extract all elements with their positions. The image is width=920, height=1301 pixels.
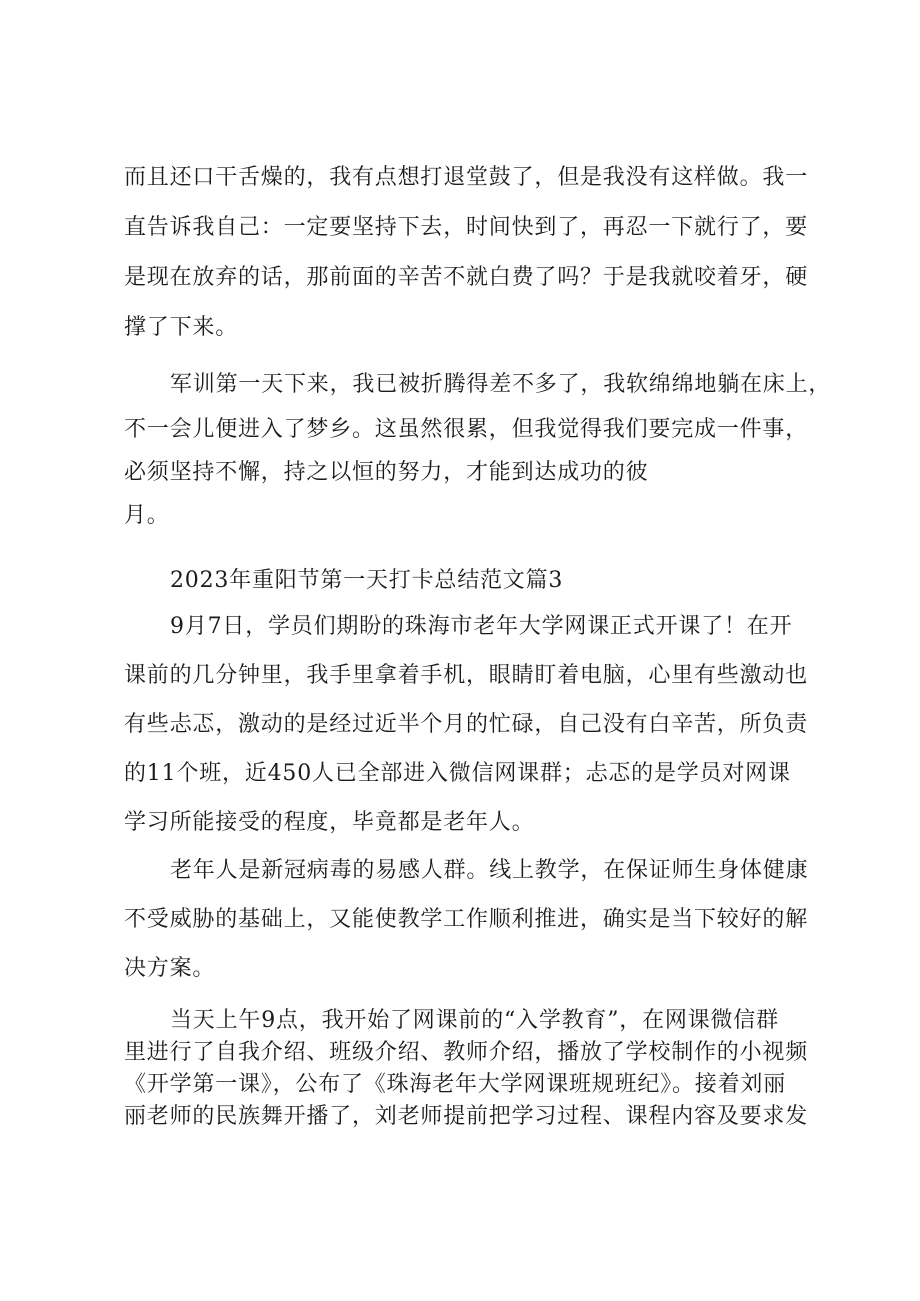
text-line: 的11个班，近450人已全部进入微信网课群；忐忑的是学员对网课	[124, 761, 791, 786]
text-line: 里进行了自我介绍、班级介绍、教师介绍，播放了学校制作的小视频	[124, 1040, 809, 1065]
text-line: 军训第一天下来，我已被折腾得差不多了，我软绵绵地躺在床上，	[170, 372, 832, 397]
text-line: 有些忐忑，激动的是经过近半个月的忙碌，自己没有白辛苦，所负责	[124, 712, 809, 737]
text-line: 《开学第一课》，公布了《珠海老年大学网课班规班纪》。接着刘丽	[124, 1072, 787, 1097]
text-line: 学习所能接受的程度，毕竟都是老年人。	[124, 810, 535, 835]
text-line: 决方案。	[124, 956, 216, 981]
heading-text: 2023年重阳节第一天打卡总结范文篇3	[170, 568, 564, 593]
paragraph-2	[124, 367, 832, 546]
text-line: 老年人是新冠病毒的易感人群。线上教学，在保证师生身体健康	[170, 858, 809, 883]
paragraph-5	[124, 1003, 824, 1131]
text-line: 撑了下来。	[124, 315, 239, 340]
text-line: 是现在放弃的话，那前面的辛苦不就白费了吗？于是我就咬着牙，硬	[124, 265, 809, 290]
text-line: 不一会儿便进入了梦乡。这虽然很累，但我觉得我们要完成一件事，	[124, 417, 809, 442]
paragraph-3	[124, 609, 824, 854]
text-line: 不受威胁的基础上，又能使教学工作顺利推进，确实是当下较好的解	[124, 907, 809, 932]
text-line: 9月7日，学员们期盼的珠海市老年大学网课正式开课了！在开	[170, 614, 793, 639]
text-line: 而且还口干舌燥的，我有点想打退堂鼓了，但是我没有这样做。我一	[124, 165, 809, 190]
paragraph-1	[124, 160, 824, 360]
text-line: 课前的几分钟里，我手里拿着手机，眼睛盯着电脑，心里有些激动也	[124, 663, 809, 688]
text-line: 月。	[124, 503, 170, 528]
text-line: 当天上午9点，我开始了网课前的“入学教育”，在网课微信群	[170, 1008, 779, 1033]
text-line: 丽老师的民族舞开播了，刘老师提前把学习过程、课程内容及要求发	[124, 1104, 809, 1129]
text-line: 必须坚持不懈，持之以恒的努力，才能到达成功的彼	[124, 460, 649, 485]
section-heading	[124, 563, 824, 603]
paragraph-4	[124, 853, 824, 1000]
text-line: 直告诉我自己：一定要坚持下去，时间快到了，再忍一下就行了，要	[124, 215, 809, 240]
